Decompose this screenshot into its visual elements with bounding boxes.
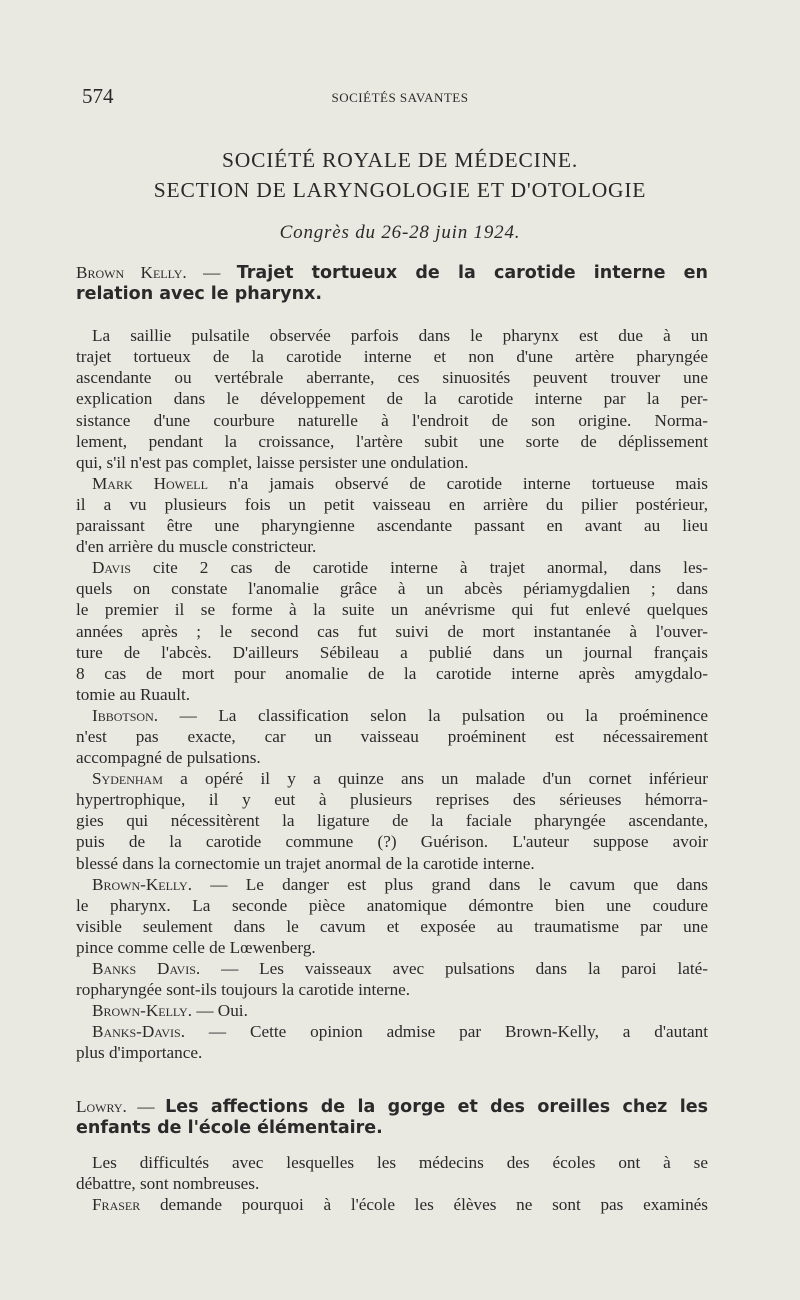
- paragraph-line: ture de l'abcès. D'ailleurs Sébileau a publié dans un journal français: [76, 642, 708, 662]
- paragraph-line: Brown-Kelly. — Oui.: [92, 1001, 248, 1021]
- paragraph-line: visible seulement dans le cavum et exposée au traumatisme par une: [76, 916, 708, 936]
- paragraph-line: ascendante ou vertébrale aberrante, ces sinuosités peuvent trouver une: [76, 368, 708, 388]
- paragraph-line: Ibbotson. — La classification selon la pulsation ou la proéminence: [92, 705, 708, 725]
- paragraph-line: blessé dans la cornectomie un trajet anormal de la carotide interne.: [76, 853, 535, 873]
- paragraph-line: Mark Howell n'a jamais observé de carotide interne tortueuse mais: [92, 473, 708, 493]
- paragraph-line: Les difficultés avec lesquelles les médecins des écoles ont à se: [92, 1153, 708, 1173]
- paragraph-line: pince comme celle de Lœwenberg.: [76, 937, 316, 957]
- paragraph-line: puis de la carotide commune (?) Guérison. L'auteur suppose avoir: [76, 832, 708, 852]
- paragraph-line: Brown-Kelly. — Le danger est plus grand dans le cavum que dans: [92, 874, 708, 894]
- paragraph-line: Banks Davis. — Les vaisseaux avec pulsations dans la paroi laté-: [92, 959, 708, 978]
- article-heading-line: Lowry. — Les affections de la gorge et des oreilles chez les: [76, 1097, 709, 1117]
- paragraph-line: plus d'importance.: [76, 1043, 203, 1063]
- paragraph-line: paraissant être une pharyngienne ascendante passant en avant au lieu: [76, 516, 708, 536]
- article-brown-kelly: [76, 262, 708, 1063]
- paragraph-line: explication dans le développement de la carotide interne par la per-: [76, 389, 708, 409]
- article-title: Les affections de la gorge et des oreilles chez les: [165, 1097, 709, 1117]
- speaker-name: Ibbotson.: [92, 705, 159, 725]
- article-title-cont: enfants de l'école élémentaire.: [76, 1118, 383, 1139]
- paragraph-line: n'est pas exacte, car un vaisseau proéminent est nécessairement: [76, 726, 708, 746]
- paragraph-line: le pharynx. La seconde pièce anatomique démontre bien une coudure: [76, 895, 708, 915]
- congress-date: Congrès du 26-28 juin 1924.: [279, 222, 521, 243]
- speaker-name: Brown-Kelly.: [92, 1001, 193, 1021]
- paragraph-line: trajet tortueux de la carotide interne et non d'une artère pharyngée: [76, 347, 708, 367]
- paragraph-line: tomie au Ruault.: [76, 684, 191, 704]
- paragraph-line: années après ; le second cas fut suivi de mort instantanée à l'ouver-: [76, 621, 708, 641]
- paragraph-line: le premier il se forme à la suite un anévrisme qui fut enlevé quelques: [76, 600, 708, 620]
- paragraph-line: ropharyngée sont-ils toujours la carotide interne.: [76, 980, 411, 1000]
- paragraph-line: Davis cite 2 cas de carotide interne à trajet anormal, dans les-: [92, 558, 708, 578]
- running-header: [82, 84, 718, 108]
- paragraph-line: Fraser demande pourquoi à l'école les élèves ne sont pas examinés: [92, 1195, 708, 1215]
- article-author: Brown Kelly.: [76, 263, 187, 282]
- article-title-cont: relation avec le pharynx.: [76, 284, 322, 305]
- paragraph-line: sistance d'une courbure naturelle à l'endroit de son origine. Norma-: [76, 410, 708, 430]
- paragraph-line: 8 cas de mort pour anomalie de la carotide interne après amygdalo-: [76, 663, 708, 683]
- paragraph-line: La saillie pulsatile observée parfois dans le pharynx est due à un: [92, 326, 708, 346]
- speaker-name: Davis: [92, 558, 131, 578]
- speaker-name: Banks-Davis.: [92, 1022, 186, 1042]
- paragraph-line: Sydenham a opéré il y a quinze ans un malade d'un cornet inférieur: [92, 769, 708, 789]
- article-heading-line: [76, 283, 708, 304]
- speaker-name: Fraser: [92, 1195, 141, 1215]
- paragraph-line: Banks-Davis. — Cette opinion admise par Brown-Kelly, a d'autant: [92, 1022, 708, 1042]
- page-number: 574: [82, 84, 114, 108]
- running-title: SOCIÉTÉS SAVANTES: [331, 90, 469, 105]
- paragraph-line: gies qui nécessitèrent la ligature de la faciale pharyngée ascendante,: [76, 811, 708, 831]
- speaker-name: Sydenham: [92, 769, 163, 789]
- paragraph-line: lement, pendant la croissance, l'artère subit une sorte de déplissement: [76, 431, 708, 451]
- speaker-name: Brown-Kelly.: [92, 874, 193, 894]
- article-title: Trajet tortueux de la carotide interne en: [236, 263, 709, 283]
- article-author: Lowry.: [76, 1097, 127, 1116]
- paragraph-line: d'en arrière du muscle constricteur.: [76, 537, 317, 557]
- paragraph-line: hypertrophique, il y eut à plusieurs reprises des sérieuses hémorra-: [76, 790, 708, 810]
- article-heading-line: [76, 1117, 708, 1138]
- article-heading-line: Brown Kelly. — Trajet tortueux de la carotide interne en: [76, 263, 709, 283]
- paragraph-line: quels on constate l'anomalie grâce à un abcès périamygdalien ; dans: [76, 579, 708, 599]
- speaker-name: Banks Davis.: [92, 959, 201, 978]
- article-lowry: [76, 1096, 708, 1215]
- section-title: SECTION DE LARYNGOLOGIE ET D'OTOLOGIE: [153, 178, 647, 202]
- paragraph-line: qui, s'il n'est pas complet, laisse persister une ondulation.: [76, 452, 469, 472]
- paragraph-line: débattre, sont nombreuses.: [76, 1174, 260, 1194]
- speaker-name: Mark Howell: [92, 473, 208, 493]
- paragraph-line: accompagné de pulsations.: [76, 748, 261, 768]
- paragraph-line: il a vu plusieurs fois un petit vaisseau en arrière du pilier postérieur,: [76, 494, 708, 514]
- society-title: SOCIÉTÉ ROYALE DE MÉDECINE.: [221, 148, 578, 172]
